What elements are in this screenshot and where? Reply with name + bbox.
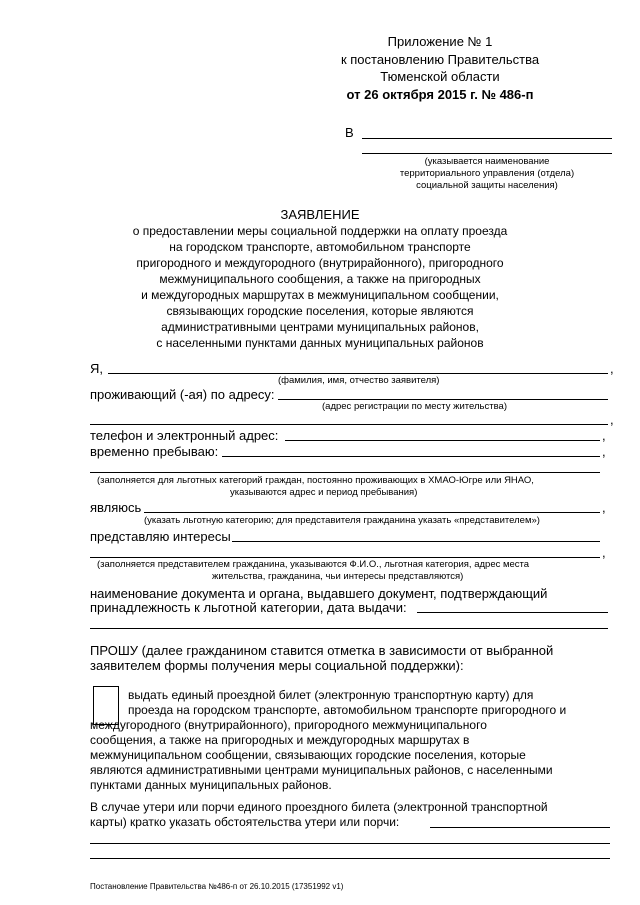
- represent-hint-1: (заполняется представителем гражданина, указываются Ф.И.О., льготная категория, адрес места: [97, 559, 530, 570]
- heading-line-3: пригородного и междугородного (внутрирайонного), пригородного: [136, 256, 504, 270]
- appendix-line-2: Тюменской области: [380, 69, 500, 84]
- heading-line-5: и междугородных маршрутах в межмуниципальном сообщении,: [141, 288, 499, 302]
- heading-line-8: с населенными пунктами данных муниципальных районов: [156, 336, 484, 350]
- option-line-3: междугородного (внутрирайонного), пригородного межмуниципального: [90, 718, 487, 732]
- request-line-2: заявителем формы получения меры социальной поддержки):: [90, 658, 464, 673]
- address-line[interactable]: [278, 399, 608, 400]
- category-line[interactable]: [144, 512, 600, 513]
- loss-line-2[interactable]: [90, 843, 610, 844]
- temp-stay-line-2[interactable]: [90, 472, 600, 473]
- address-line-2[interactable]: [90, 424, 608, 425]
- fio-line[interactable]: [108, 373, 608, 374]
- loss-line-3[interactable]: [90, 858, 610, 859]
- phone-line[interactable]: [285, 440, 600, 441]
- heading-line-7: административными центрами муниципальных районов,: [161, 320, 479, 334]
- appendix-title: Приложение № 1: [387, 34, 493, 49]
- heading-line-6: связывающих городские поселения, которые являются: [166, 304, 474, 318]
- heading-line-2: на городском транспорте, автомобильном транспорте: [169, 240, 471, 254]
- recipient-prefix: В: [345, 125, 354, 140]
- option-line-1: выдать единый проездной билет (электронную транспортную карту) для: [128, 688, 534, 702]
- represent-hint-2: жительства, гражданина, чьи интересы представляются): [212, 571, 464, 582]
- recipient-hint-3: социальной защиты населения): [416, 180, 558, 191]
- statement-title: ЗАЯВЛЕНИЕ: [280, 207, 360, 222]
- comma: ,: [602, 545, 606, 560]
- category-hint: (указать льготную категорию; для представителя гражданина указать «представителем»): [144, 515, 540, 526]
- recipient-hint-1: (указывается наименование: [424, 156, 550, 167]
- comma: ,: [602, 500, 606, 515]
- loss-line-1: В случае утери или порчи единого проездного билета (электронной транспортной: [90, 800, 548, 814]
- heading-line-1: о предоставлении меры социальной поддержки на оплату проезда: [132, 224, 508, 238]
- address-label: проживающий (-ая) по адресу:: [90, 387, 275, 402]
- footer-note: Постановление Правительства №486-п от 26.10.2015 (17351992 v1): [90, 882, 344, 891]
- recipient-line-1[interactable]: [362, 138, 612, 139]
- comma: ,: [610, 361, 614, 376]
- loss-line-2: карты) кратко указать обстоятельства утери или порчи:: [90, 815, 400, 829]
- document-line-2[interactable]: [90, 628, 608, 629]
- document-line[interactable]: [417, 612, 608, 613]
- comma: ,: [610, 412, 614, 427]
- temp-stay-hint-1: (заполняется для льготных категорий граждан, постоянно проживающих в ХМАО-Югре или ЯНАО,: [97, 475, 534, 486]
- fio-hint: (фамилия, имя, отчество заявителя): [278, 375, 440, 386]
- represent-label: представляю интересы: [90, 529, 231, 544]
- represent-line-2[interactable]: [90, 557, 600, 558]
- i-label: Я,: [90, 361, 103, 376]
- document-label-2: принадлежность к льготной категории, дата выдачи:: [90, 600, 407, 615]
- option-line-5: межмуниципальном сообщении, связывающих городские поселения, которые: [90, 748, 526, 762]
- represent-line[interactable]: [232, 541, 600, 542]
- document-label-1: наименование документа и органа, выдавшего документ, подтверждающий: [90, 586, 548, 601]
- recipient-line-2[interactable]: [362, 153, 612, 154]
- option-line-6: являются административными центрами муниципальных районов, с населенными: [90, 763, 553, 777]
- loss-line[interactable]: [430, 827, 610, 828]
- appendix-line-1: к постановлению Правительства: [340, 52, 540, 67]
- heading-line-4: межмуниципального сообщения, а также на пригородных: [159, 272, 481, 286]
- option-line-4: сообщения, а также на пригородных и междугородных маршрутах в: [90, 733, 470, 747]
- category-label: являюсь: [90, 500, 142, 515]
- temp-stay-line[interactable]: [222, 456, 600, 457]
- comma: ,: [602, 428, 606, 443]
- temp-stay-hint-2: указываются адрес и период пребывания): [230, 487, 418, 498]
- option-line-2: проезда на городском транспорте, автомобильном транспорте пригородного и: [128, 703, 567, 717]
- option-line-7: пунктами данных муниципальных районов.: [90, 778, 332, 792]
- comma: ,: [602, 444, 606, 459]
- address-hint: (адрес регистрации по месту жительства): [322, 401, 507, 412]
- temp-stay-label: временно пребываю:: [90, 444, 219, 459]
- appendix-line-3: от 26 октября 2015 г. № 486-п: [346, 87, 534, 102]
- phone-label: телефон и электронный адрес:: [90, 428, 279, 443]
- request-line-1: ПРОШУ (далее гражданином ставится отметка в зависимости от выбранной: [90, 643, 554, 658]
- recipient-hint-2: территориального управления (отдела): [399, 168, 575, 179]
